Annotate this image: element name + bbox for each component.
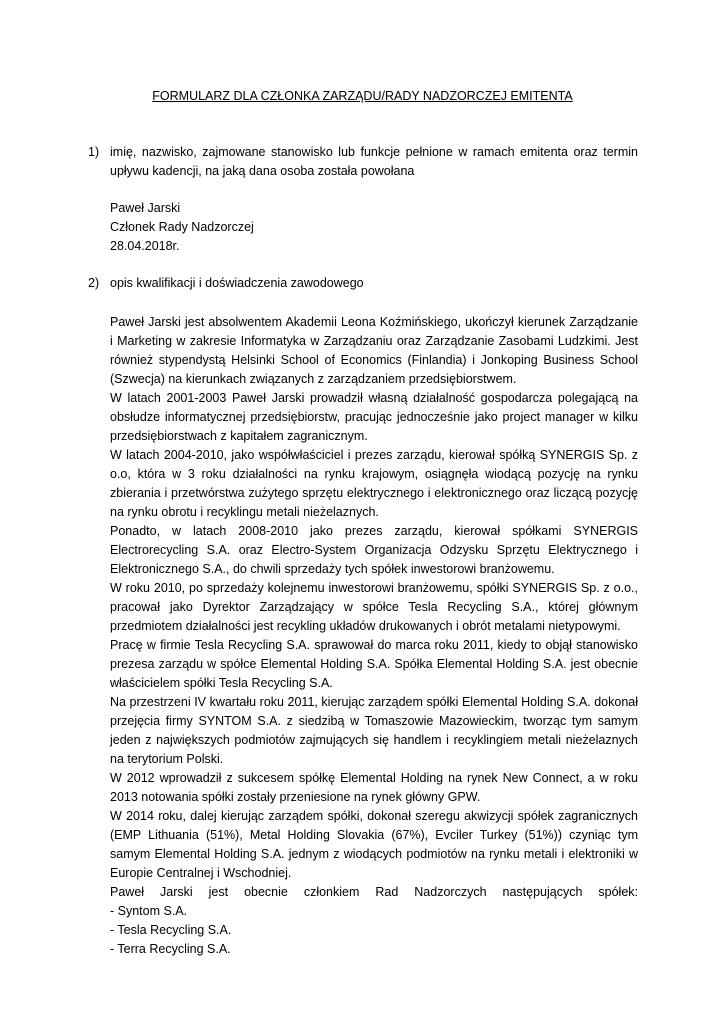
section-1-details — [110, 199, 638, 256]
section-1-number: 1) — [88, 145, 100, 159]
appointment-date: 28.04.2018r. — [110, 239, 180, 253]
qualifications-description — [110, 313, 638, 959]
paragraph-2001-2003: W latach 2001-2003 Paweł Jarski prowadził własną działalność gospodarcza polegającą na obsłudze informatycznej przedsiębiorstw, pracując jednocześnie jako project manager w kilku przedsiębiorstwach z kapitałem zagranicznym. — [110, 391, 638, 443]
company-list-item: - Syntom S.A. — [110, 904, 188, 918]
company-list-item: - Tesla Recycling S.A. — [110, 923, 232, 937]
section-2-heading: opis kwalifikacji i doświadczenia zawodowego — [110, 276, 364, 290]
paragraph-2011-tesla: Pracę w firmie Tesla Recycling S.A. sprawował do marca roku 2011, kiedy to objął stanowisko prezesa zarządu w spółce Elemental Holding S.A. Spółka Elemental Holding S.A. jest obecnie właścicielem spółki Tesla Recycling S.A. — [110, 638, 638, 690]
paragraph-2014: W 2014 roku, dalej kierując zarządem spółki, dokonał szeregu akwizycji spółek zagranicznych (EMP Lithuania (51%), Metal Holding Slovakia (67%), Evciler Turkey (51%)) czyniąc tym samym Elemental Holding S.A. jednym z wiodących podmiotów na rynku metali i elektroniki w Europie Centralnej i Wschodniej. — [110, 809, 638, 880]
company-list-item: - Terra Recycling S.A. — [110, 942, 231, 956]
paragraph-2008-2010: Ponadto, w latach 2008-2010 jako prezes zarządu, kierował spółkami SYNERGIS Electrorecycling S.A. oraz Electro-System Organizacja Odzysku Sprzętu Elektrycznego i Elektronicznego S.A., do chwili sprzedaży tych spółek inwestorowi branżowemu. — [110, 524, 638, 576]
member-name: Paweł Jarski — [110, 201, 181, 215]
paragraph-2004-2010: W latach 2004-2010, jako współwłaściciel i prezes zarządu, kierował spółką SYNERGIS Sp. z o.o, która w 3 roku działalności na rynku krajowym, osiągnęła wiodącą pozycję na rynku zbierania i przetwórstwa zużytego sprzętu elektrycznego i elektronicznego oraz liczącą pozycję na rynku obrotu i recyklingu metali nieżelaznych. — [110, 448, 638, 519]
document-title: FORMULARZ DLA CZŁONKA ZARZĄDU/RADY NADZORCZEJ EMITENTA — [152, 89, 573, 103]
paragraph-supervisory-boards: Paweł Jarski jest obecnie członkiem Rad Nadzorczych następujących spółek: — [110, 885, 638, 899]
section-2-number: 2) — [88, 276, 100, 290]
section-1-heading: imię, nazwisko, zajmowane stanowisko lub funkcje pełnione w ramach emitenta oraz termin upływu kadencji, na jaką dana osoba została powołana — [110, 145, 638, 178]
paragraph-2012-2013: W 2012 wprowadził z sukcesem spółkę Elemental Holding na rynek New Connect, a w roku 2013 notowania spółki zostały przeniesione na rynek główny GPW. — [110, 771, 638, 804]
paragraph-2011-syntom: Na przestrzeni IV kwartału roku 2011, kierując zarządem spółki Elemental Holding S.A. dokonał przejęcia firmy SYNTOM S.A. z siedzibą w Tomaszowie Mazowieckim, tworząc tym samym jeden z największych podmiotów zajmujących się handlem i recyklingiem metali nieżelaznych na terytorium Polski. — [110, 695, 638, 766]
paragraph-2010: W roku 2010, po sprzedaży kolejnemu inwestorowi branżowemu, spółki SYNERGIS Sp. z o.o., pracował jako Dyrektor Zarządzający w spółce Tesla Recycling S.A., której głównym przedmiotem działalności jest recykling układów drukowanych i obrót metalami nietypowymi. — [110, 581, 638, 633]
paragraph-education: Paweł Jarski jest absolwentem Akademii Leona Koźmińskiego, ukończył kierunek Zarządzanie i Marketing w zakresie Informatyka w Zarządzaniu oraz Zarządzanie Zasobami Ludzkimi. Jest również stypendystą Helsinki School of Economics (Finlandia) i Jonkoping Business School (Szwecja) na kierunkach związanych z zarządzaniem przedsiębiorstwem. — [110, 315, 638, 386]
member-position: Członek Rady Nadzorczej — [110, 220, 254, 234]
